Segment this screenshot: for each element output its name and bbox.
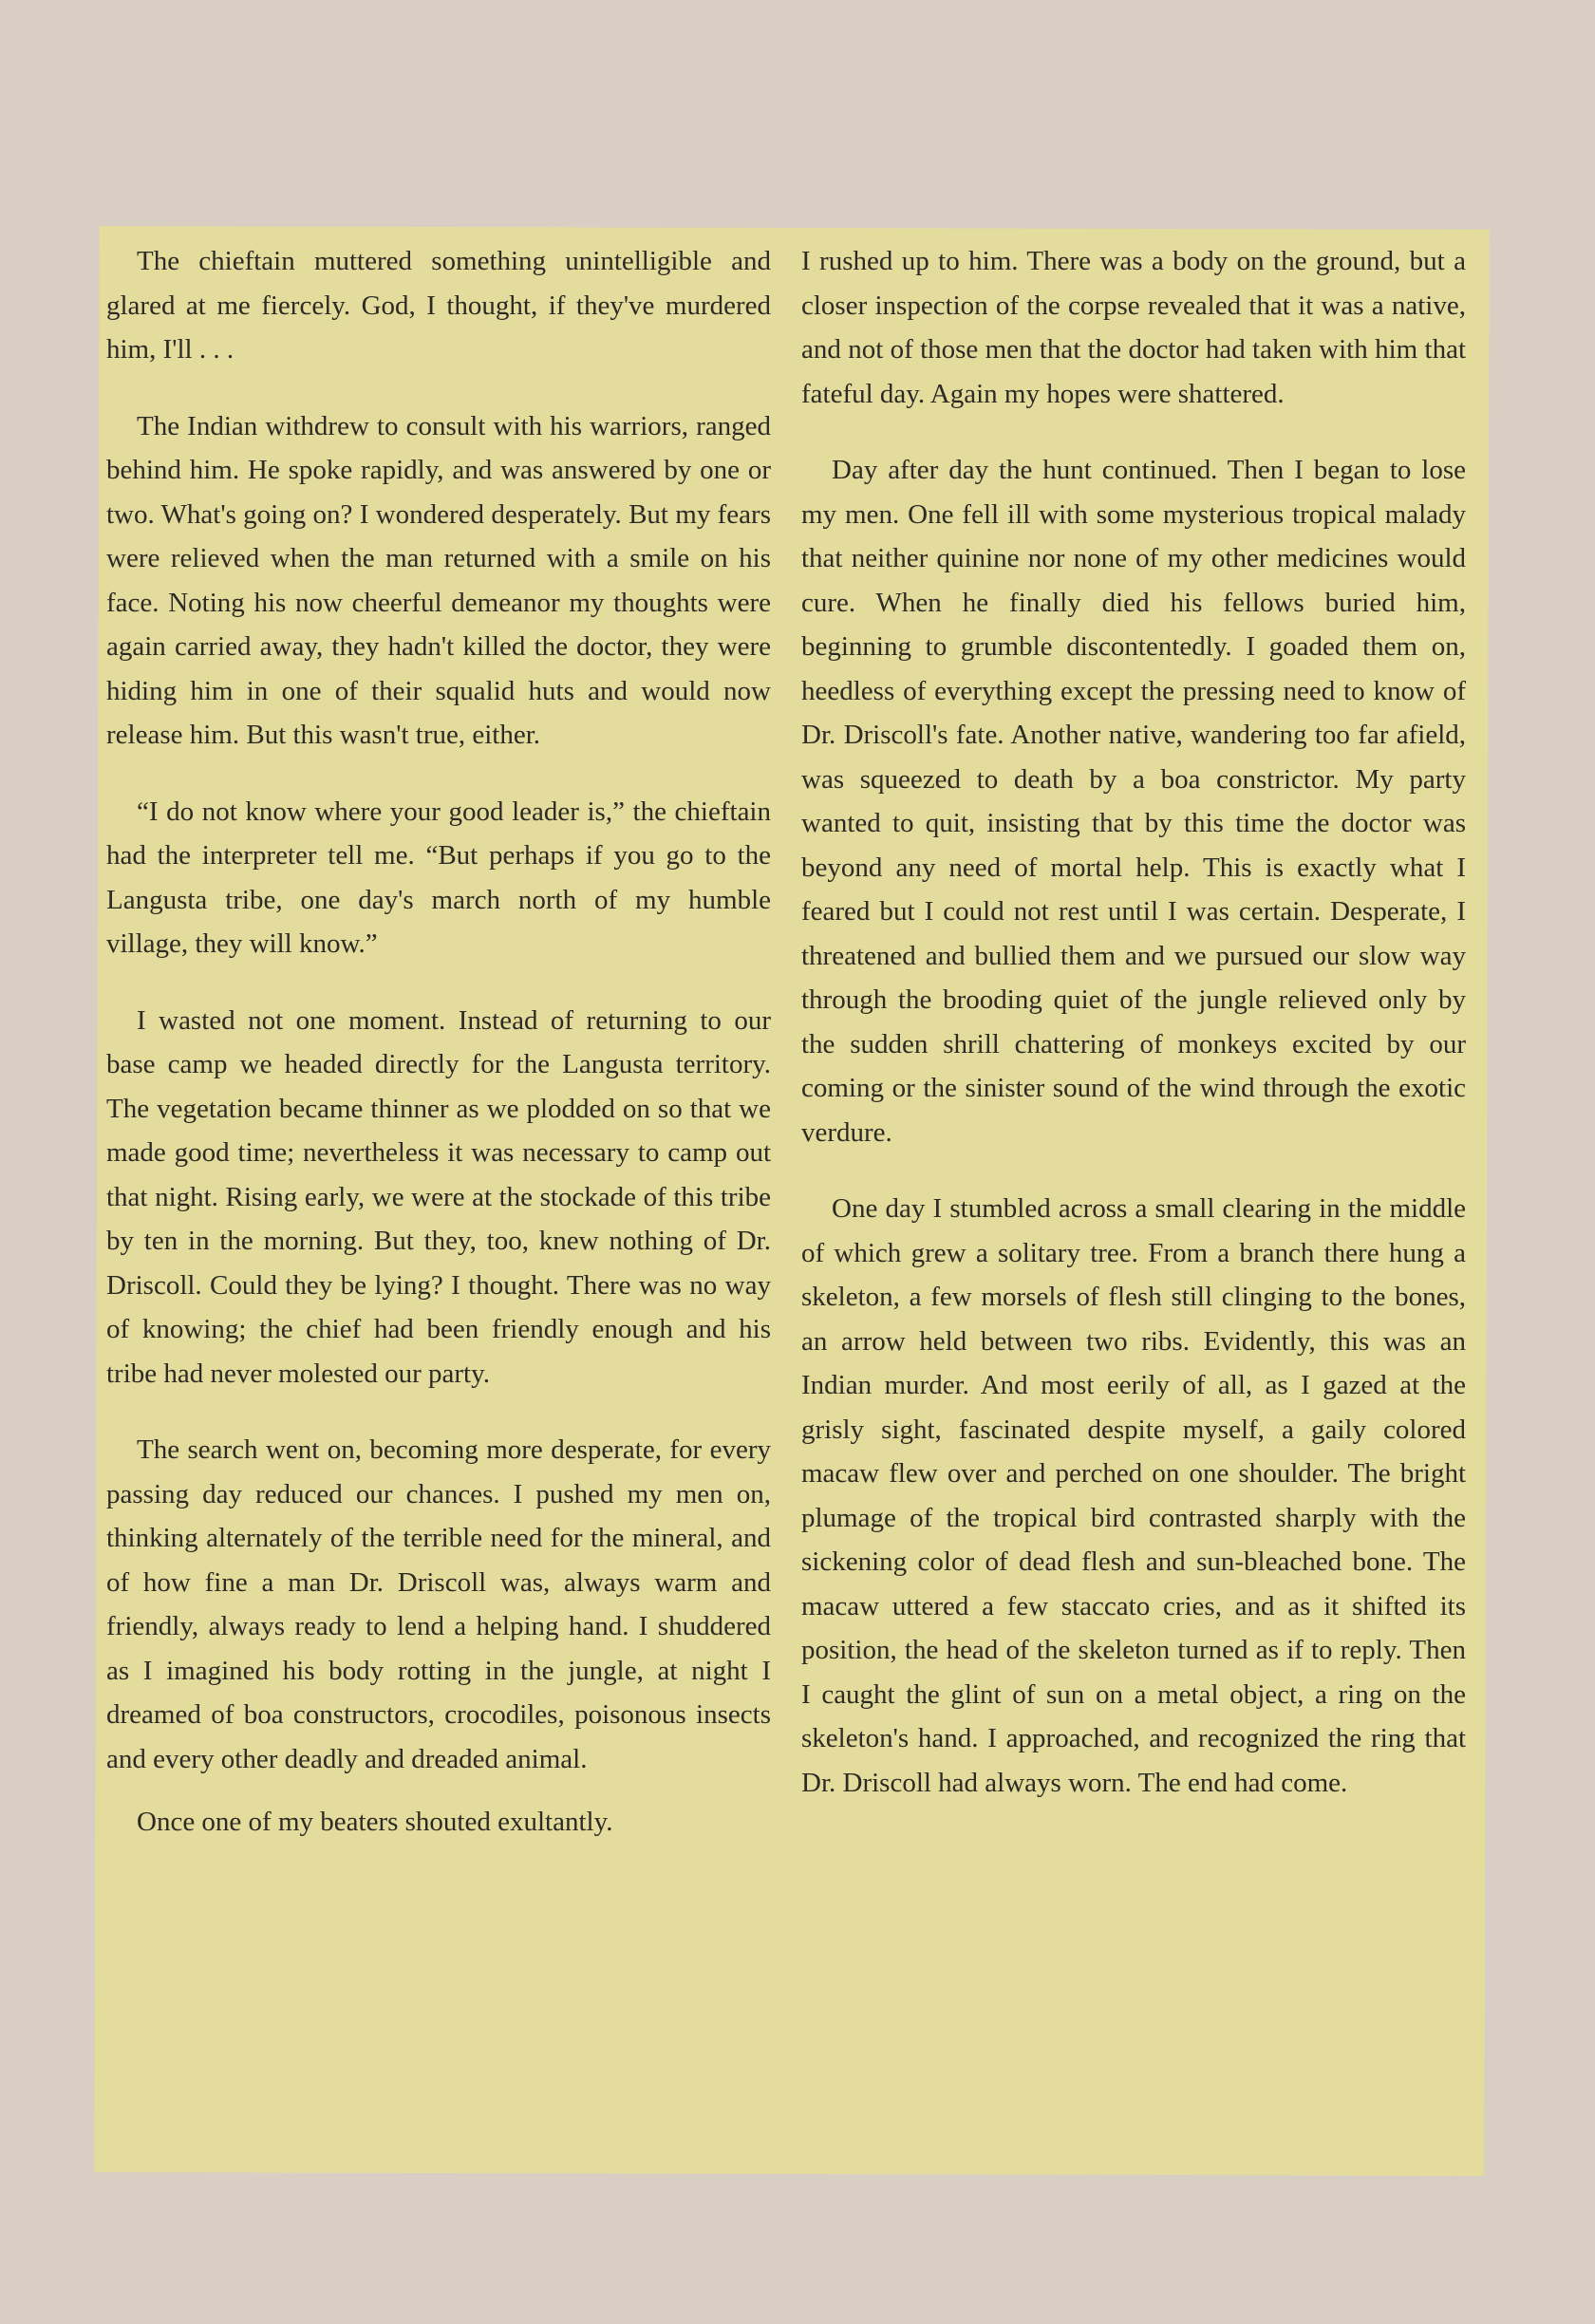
paragraph: The chieftain muttered something unintelligible and glared at me fiercely. God, I thought, if they've murdered him, I'll . . . (106, 246, 771, 365)
paragraph: Once one of my beaters shouted exultantly. (137, 1807, 613, 1837)
left-text-column (106, 239, 771, 1877)
paragraph: Day after day the hunt continued. Then I began to lose my men. One fell ill with some mysterious tropical malady that neither quinine nor none of my other medicines would cure. When he finally died his fellows buried him, beginning to grumble discontentedly. I goaded them on, heedless of everything except the pressing need to know of Dr. Driscoll's fate. Another native, wandering too far afield, was squeezed to death by a boa constrictor. My party wanted to quit, insisting that by this time the doctor was beyond any need of mortal help. This is exactly what I feared but I could not rest until I was certain. Desperate, I threatened and bullied them and we pursued our slow way through the brooding quiet of the jungle relieved only by the sudden shrill chattering of monkeys excited by our coming or the sinister sound of the wind through the exotic verdure. (801, 455, 1466, 1148)
paragraph: The Indian withdrew to consult with his warriors, ranged behind him. He spoke rapidly, and was answered by one or two. What's going on? I wondered desperately. But my fears were relieved when the man returned with a smile on his face. Noting his now cheerful demeanor my thoughts were again carried away, they hadn't killed the doctor, they were hiding him in one of their squalid huts and would now release him. But this wasn't true, either. (106, 410, 771, 750)
paragraph: I wasted not one moment. Instead of returning to our base camp we headed directly for the Langusta territory. The vegetation became thinner as we plodded on so that we made good time; nevertheless it was necessary to camp out that night. Rising early, we were at the stockade of this tribe by ten in the morning. But they, too, knew nothing of Dr. Driscoll. Could they be lying? I thought. There was no way of knowing; the chief had been friendly enough and his tribe had never molested our party. (106, 1004, 771, 1389)
paragraph: The search went on, becoming more desperate, for every passing day reduced our chances. I pushed my men on, thinking alternately of the terrible need for the mineral, and of how fine a man Dr. Driscoll was, always warm and friendly, always ready to lend a helping hand. I shuddered as I imagined his body rotting in the jungle, at night I dreamed of boa constructors, crocodiles, poisonous insects and every other deadly and dreaded animal. (106, 1434, 771, 1774)
right-text-column (801, 239, 1466, 1837)
paragraph: One day I stumbled across a small clearing in the middle of which grew a solitary tree. From a branch there hung a skeleton, a few morsels of flesh still clinging to the bones, an arrow held between two ribs. Evidently, this was an Indian murder. And most eerily of all, as I gazed at the grisly sight, fascinated despite myself, a gaily colored macaw flew over and perched on one shoulder. The bright plumage of the tropical bird contrasted sharply with the sickening color of dead flesh and sun-bleached bone. The macaw uttered a few staccato cries, and as it shifted its position, the head of the skeleton turned as if to reply. Then I caught the glint of sun on a metal object, a ring on the skeleton's hand. I approached, and recognized the ring that Dr. Driscoll had always worn. The end had come. (801, 1193, 1466, 1798)
paragraph: “I do not know where your good leader is,” the chieftain had the interpreter tell me. “But perhaps if you go to the Langusta tribe, one day's march north of my humble village, they will know.” (106, 796, 771, 959)
paragraph: I rushed up to him. There was a body on the ground, but a closer inspection of the corpse revealed that it was a native, and not of those men that the doctor had taken with him that fateful day. Again my hopes were shattered. (801, 246, 1466, 409)
